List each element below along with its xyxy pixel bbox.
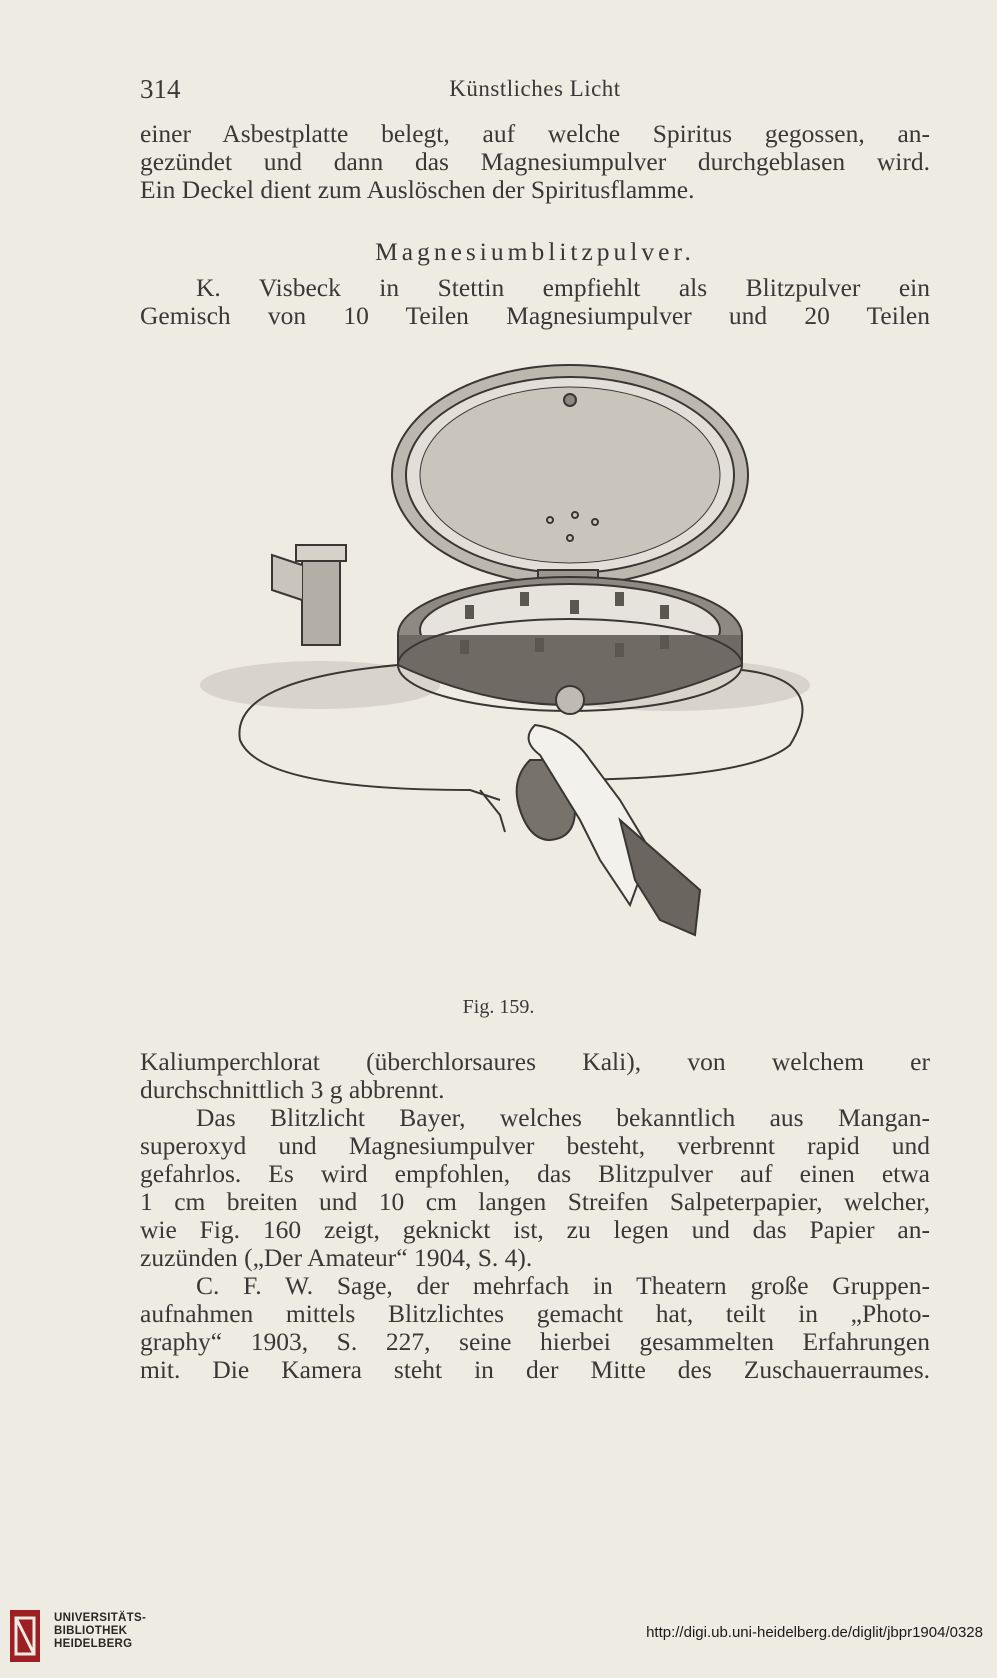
text-line: wie Fig. 160 zeigt, geknickt ist, zu legen und das Papier an-: [140, 1215, 930, 1244]
text-line: 1 cm breiten und 10 cm langen Streifen Salpeterpapier, welcher,: [140, 1187, 930, 1216]
text-line: K. Visbeck in Stettin empfiehlt als Blitzpulver ein: [196, 273, 930, 302]
text-line: durchschnittlich 3 g abbrennt.: [140, 1075, 445, 1104]
section-heading: Magnesiumblitzpulver.: [375, 237, 695, 266]
text-line: einer Asbestplatte belegt, auf welche Spiritus gegossen, an-: [140, 119, 930, 148]
library-logo-icon: [10, 1610, 40, 1662]
footer: [0, 1598, 997, 1678]
figure-flash-lamp-illustration: [190, 360, 830, 990]
text-line: mit. Die Kamera steht in der Mitte des Zuschauerraumes.: [140, 1355, 930, 1384]
library-name-line: BIBLIOTHEK: [54, 1625, 128, 1637]
text-line: aufnahmen mittels Blitzlichtes gemacht hat, teilt in „Photo-: [140, 1299, 930, 1328]
library-name: [54, 1612, 146, 1651]
text-line: superoxyd und Magnesiumpulver besteht, verbrennt rapid und: [140, 1131, 930, 1160]
figure-caption: Fig. 159.: [462, 996, 535, 1018]
source-url-link[interactable]: http://digi.ub.uni-heidelberg.de/diglit/jbpr1904/0328: [646, 1624, 983, 1641]
page-number: 314: [140, 74, 181, 104]
text-line: Das Blitzlicht Bayer, welches bekanntlich aus Mangan-: [196, 1103, 930, 1132]
text-line: Ein Deckel dient zum Auslöschen der Spiritusflamme.: [140, 175, 695, 204]
text-line: gefahrlos. Es wird empfohlen, das Blitzpulver auf einen etwa: [140, 1159, 930, 1188]
running-title: Künstliches Licht: [449, 76, 621, 101]
text-line: C. F. W. Sage, der mehrfach in Theatern große Gruppen-: [196, 1271, 930, 1300]
library-name-line: HEIDELBERG: [54, 1638, 133, 1650]
text-line: Gemisch von 10 Teilen Magnesiumpulver und 20 Teilen: [140, 301, 930, 330]
text-line: Kaliumperchlorat (überchlorsaures Kali), von welchem er: [140, 1047, 930, 1076]
library-name-line: UNIVERSITÄTS-: [54, 1612, 147, 1624]
text-line: graphy“ 1903, S. 227, seine hierbei gesammelten Erfahrungen: [140, 1327, 930, 1356]
page-header: [140, 74, 930, 108]
text-line: gezündet und dann das Magnesiumpulver durchgeblasen wird.: [140, 147, 930, 176]
text-line: zuzünden („Der Amateur“ 1904, S. 4).: [140, 1243, 533, 1272]
